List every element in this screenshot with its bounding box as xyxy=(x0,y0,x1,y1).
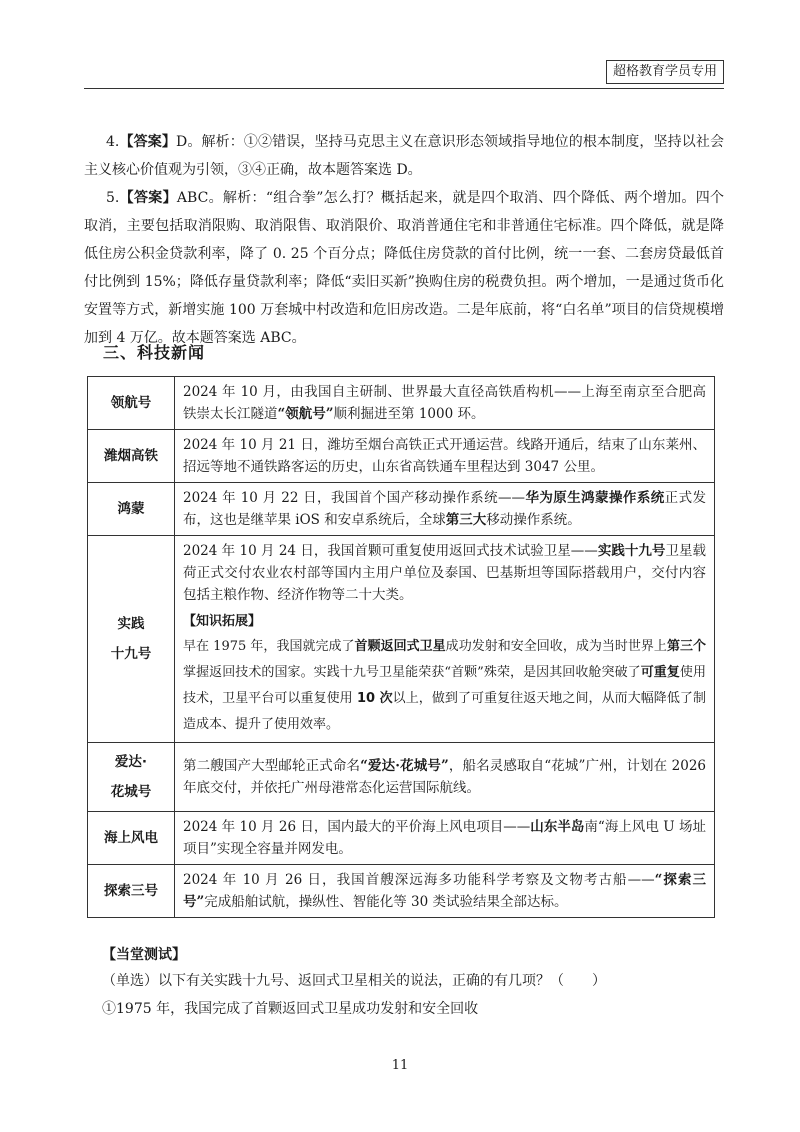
news-name: 鸿蒙 xyxy=(88,483,175,536)
answer-4-label: 【答案】 xyxy=(119,134,176,150)
text-segment: 2024 年 10 月 24 日，我国首颗可重复使用返回式技术试验卫星—— xyxy=(183,543,598,559)
text-segment: 2024 年 10 月 22 日，我国首个国产移动操作系统—— xyxy=(183,490,526,506)
answer-4-num: 4. xyxy=(106,134,120,150)
bold-text: 山东半岛 xyxy=(530,819,585,835)
bold-text: 可重复 xyxy=(640,665,680,680)
bold-text: “爱达·花城号” xyxy=(360,758,449,774)
answer-5-num: 5. xyxy=(106,190,120,206)
knowledge-extension-text xyxy=(183,634,706,738)
news-text xyxy=(183,434,706,478)
news-name: 领航号 xyxy=(88,377,175,430)
news-text xyxy=(183,869,706,913)
news-name xyxy=(88,536,175,743)
answer-5 xyxy=(84,184,724,352)
news-text xyxy=(183,381,706,425)
bold-text: 第三大 xyxy=(445,512,487,528)
news-row xyxy=(88,812,715,865)
news-description xyxy=(175,430,715,483)
answer-4-text: D。解析：①②错误，坚持马克思主义在意识形态领域指导地位的根本制度，坚持以社会主义核心价值观为引领，③④正确，故本题答案选 D。 xyxy=(84,134,724,178)
answer-5-label: 【答案】 xyxy=(119,190,177,206)
news-row xyxy=(88,483,715,536)
test-question: （单选）以下有关实践十九号、返回式卫星相关的说法，正确的有几项？（ ） xyxy=(102,973,606,989)
news-row xyxy=(88,865,715,918)
answer-5-text: ABC。解析：“组合拳”怎么打？概括起来，就是四个取消、四个降低、两个增加。四个取消，主要包括取消限购、取消限售、取消限价、取消普通住宅和非普通住宅标准。四个降低，就是降低住房公积金贷款利率，降了 0. 25 个百分点；降低住房贷款的首付比例，统一一套、二套房贷最低首付比例到 15%；降低存量贷款利率；降低“卖旧买新”换购住房的税费负担。两个增加，一是通过货币化安置等方式，新增实施 100 万套城中村改造和危旧房改造。二是年底前，将“白名单”项目的信贷规模增加到 4 万亿。故本题答案选 ABC。 xyxy=(84,190,724,346)
text-segment: 顺利掘进至第 1000 环。 xyxy=(333,406,485,422)
bold-text: “领航号” xyxy=(277,406,334,422)
text-segment: 移动操作系统。 xyxy=(486,512,581,528)
news-name xyxy=(88,743,175,812)
page-number: 11 xyxy=(391,1058,409,1073)
bold-text: 实践十九号 xyxy=(597,543,666,559)
news-description xyxy=(175,812,715,865)
knowledge-extension-title: 【知识拓展】 xyxy=(183,614,262,629)
text-segment: 完成船舶试航，操纵性、智能化等 30 类试验结果全部达标。 xyxy=(204,894,568,910)
bold-text: “探索三号” xyxy=(183,872,707,910)
text-segment: ，船名灵感取自“花城”广州，计划在 2026 年底交付，并依托广州母港常态化运营国际航线。 xyxy=(183,758,706,796)
news-row xyxy=(88,743,715,812)
header-divider xyxy=(84,88,724,89)
news-name-line: 花城号 xyxy=(110,784,152,800)
news-row xyxy=(88,430,715,483)
text-segment: 早在 1975 年，我国就完成了 xyxy=(183,639,355,654)
text-segment: 正式发布，这也是继苹果 iOS 和安卓系统后，全球 xyxy=(183,490,707,528)
text-segment: 使用技术，卫星平台可以重复使用 xyxy=(183,665,706,706)
text-segment: 2024 年 10 月 21 日，潍坊至烟台高铁正式开通运营。线路开通后，结束了山东莱州、招远等地不通铁路客运的历史，山东省高铁通车里程达到 3047 公里。 xyxy=(183,437,706,475)
text-segment: 掌握返回技术的国家。实践十九号卫星能荣获“首颗”殊荣，是因其回收舱突破了 xyxy=(183,665,641,680)
news-name: 探索三号 xyxy=(88,865,175,918)
answer-4 xyxy=(84,128,724,184)
text-segment: 卫星载荷正式交付农业农村部等国内主用户单位及泰国、巴基斯坦等国际搭载用户，交付内容包括主粮作物、经济作物等二十大类。 xyxy=(183,543,707,603)
news-name-line: 实践 xyxy=(117,616,145,632)
text-segment: 成功发射和安全回收，成为当时世界上 xyxy=(445,639,667,654)
news-description xyxy=(175,743,715,812)
news-name: 海上风电 xyxy=(88,812,175,865)
text-segment: 2024 年 10 月 26 日，我国首艘深远海多功能科学考察及文物考古船—— xyxy=(183,872,655,888)
bold-text: 首颗返回式卫星 xyxy=(354,639,446,654)
news-text xyxy=(183,487,706,531)
text-segment: 以上，做到了可重复往返天地之间，从而大幅降低了制造成本、提升了使用效率。 xyxy=(183,691,706,732)
news-name: 潍烟高铁 xyxy=(88,430,175,483)
news-row xyxy=(88,377,715,430)
text-segment: 2024 年 10 月 26 日，国内最大的平价海上风电项目—— xyxy=(183,819,531,835)
bold-text: 华为原生鸿蒙操作系统 xyxy=(525,490,665,506)
test-option-1: ①1975 年，我国完成了首颗返回式卫星成功发射和安全回收 xyxy=(102,1001,479,1017)
news-name-line: 爱达· xyxy=(114,754,148,770)
text-segment: 2024 年 10 月，由我国自主研制、世界最大直径高铁盾构机——上海至南京至合肥高铁崇太长江隧道 xyxy=(183,384,706,422)
news-text xyxy=(183,816,706,860)
news-description xyxy=(175,483,715,536)
text-segment: 第二艘国产大型邮轮正式命名 xyxy=(183,758,361,774)
header-tag: 超格教育学员专用 xyxy=(606,60,724,84)
news-description xyxy=(175,536,715,743)
news-text xyxy=(183,755,706,799)
news-table xyxy=(87,376,715,918)
news-row xyxy=(88,536,715,743)
news-text xyxy=(183,540,706,606)
test-title: 【当堂测试】 xyxy=(102,947,186,963)
news-description xyxy=(175,865,715,918)
news-description xyxy=(175,377,715,430)
news-name-line: 十九号 xyxy=(110,646,152,662)
text-segment: 南“海上风电 U 场址项目”实现全容量并网发电。 xyxy=(183,819,707,857)
bold-text: 10 次 xyxy=(356,691,393,706)
section-title: 三、科技新闻 xyxy=(103,343,206,362)
bold-text: 第三个 xyxy=(666,639,706,654)
